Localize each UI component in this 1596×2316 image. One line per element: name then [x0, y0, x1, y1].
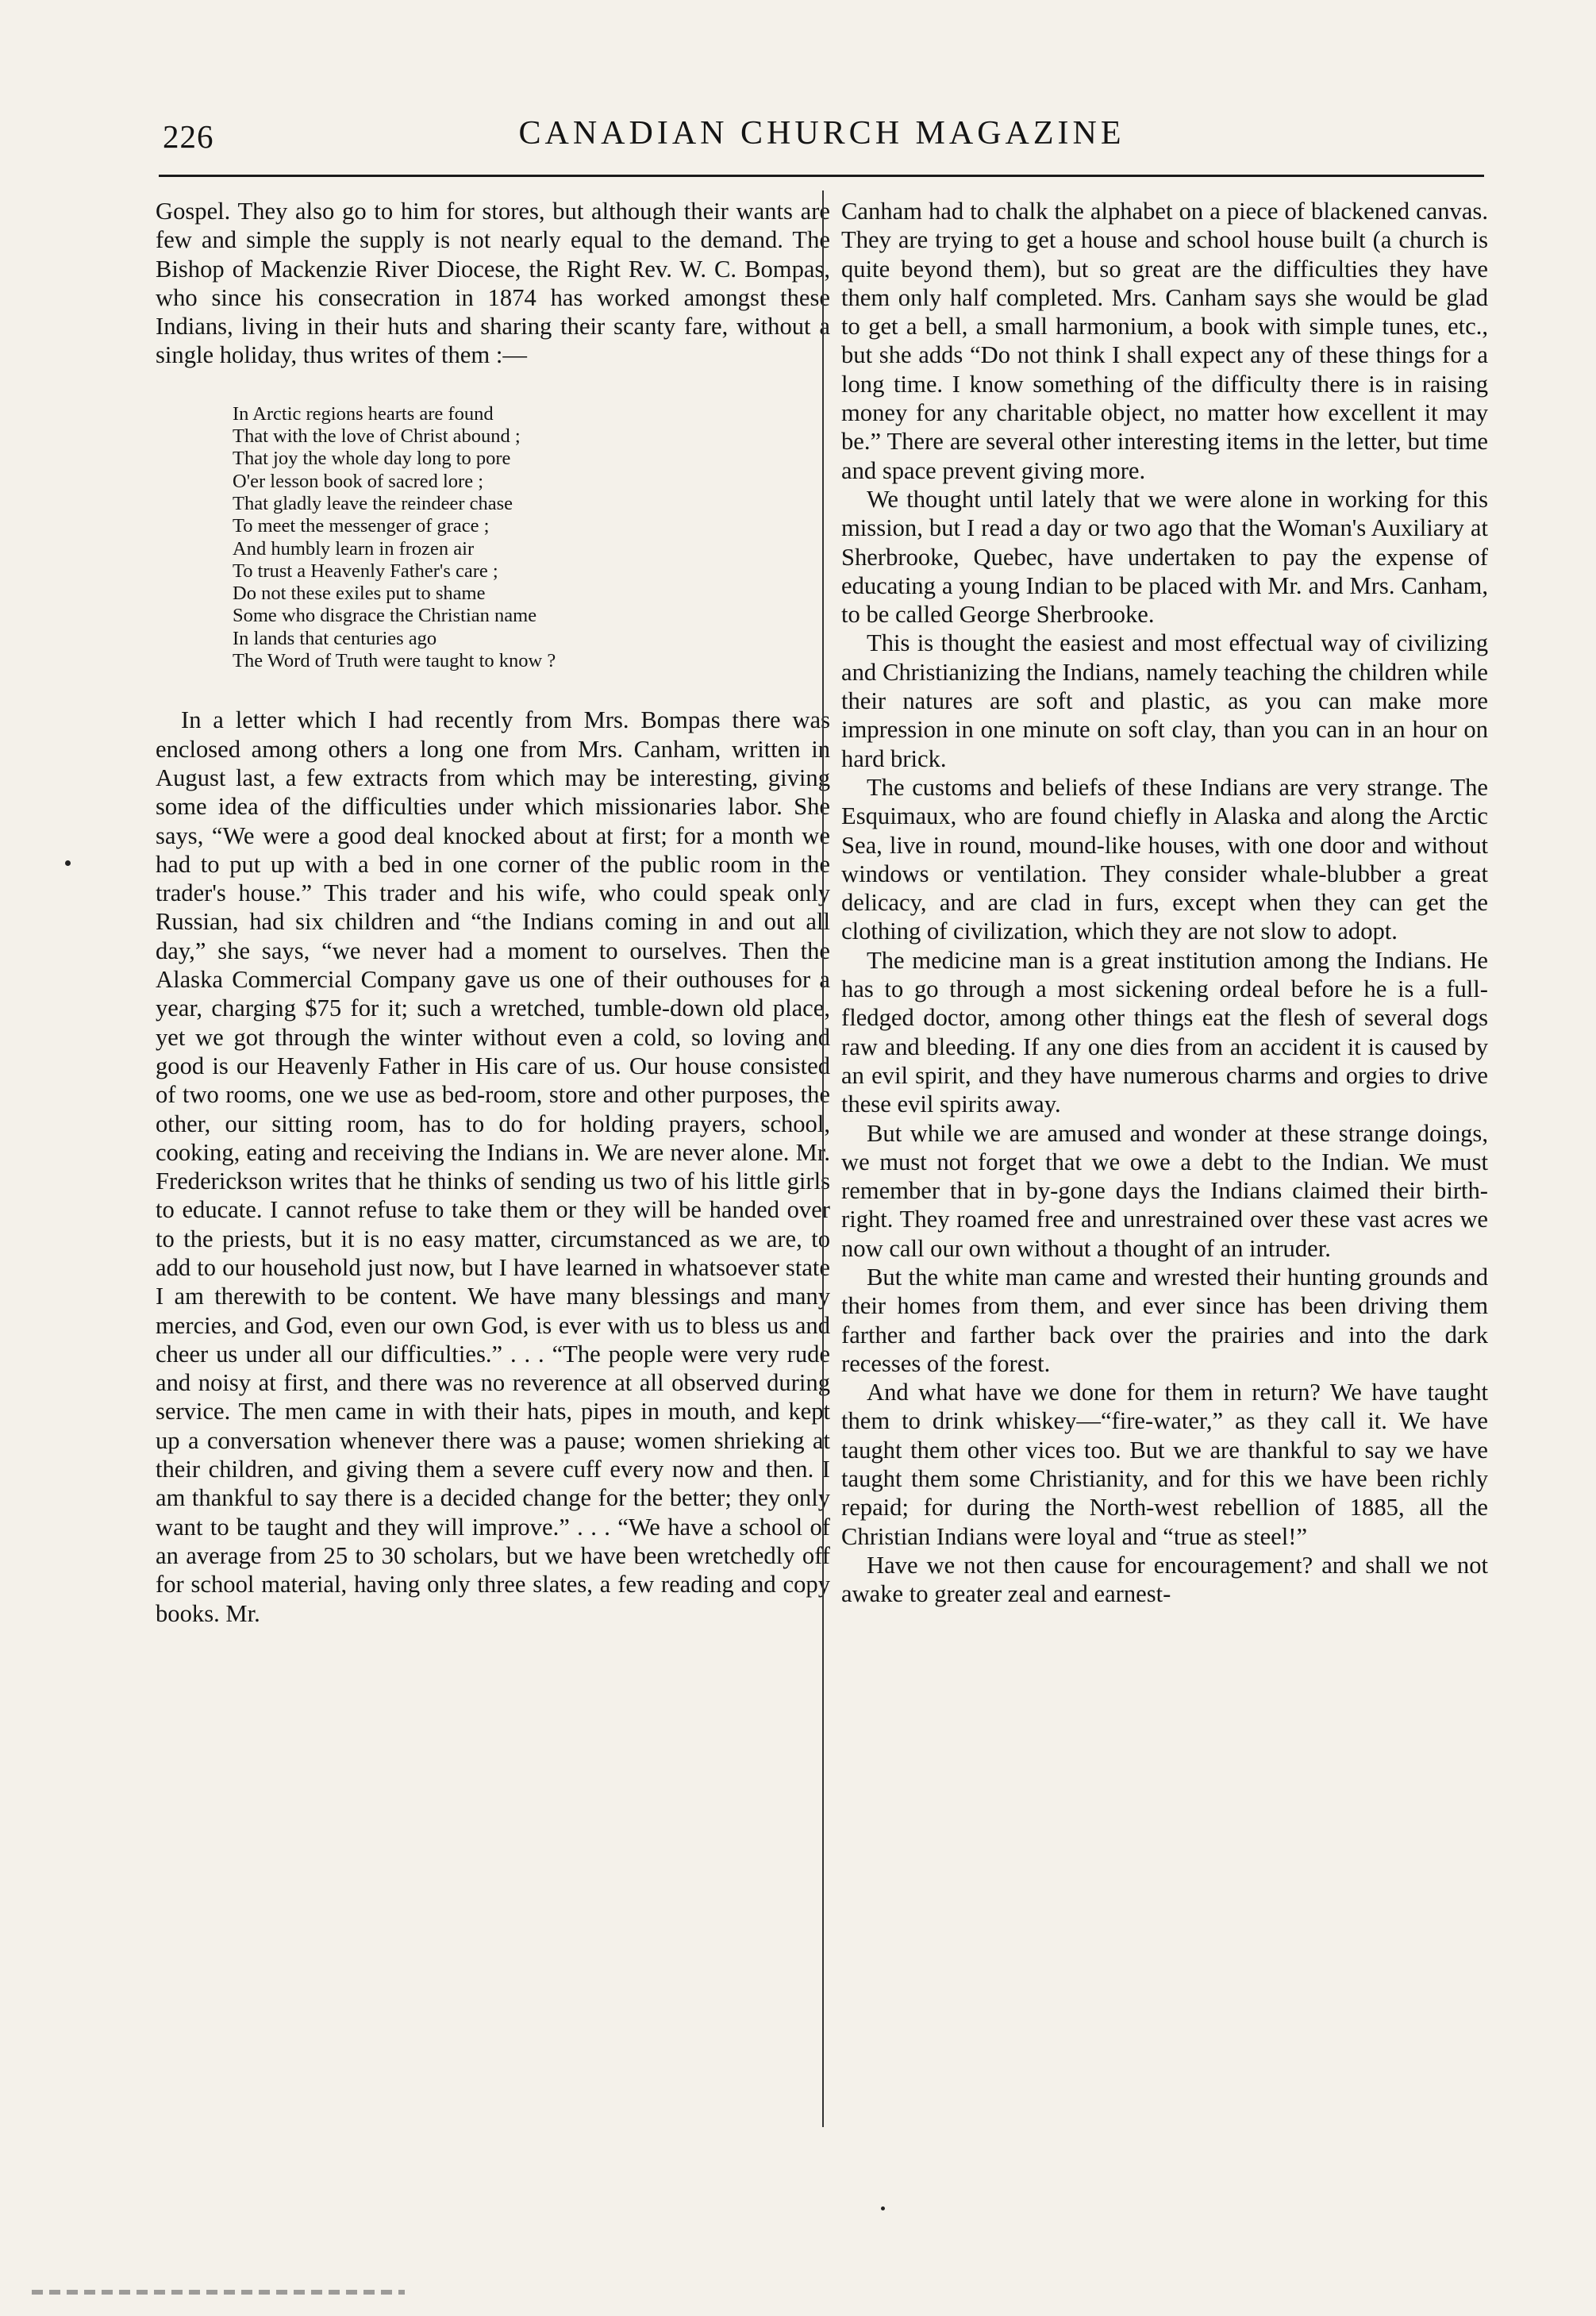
poem-line: That joy the whole day long to pore [233, 448, 511, 470]
footer-smudge [32, 2290, 405, 2295]
letter-paragraph: In a letter which I had recently from Mrs. Bompas there was enclosed among others a long one from Mrs. Canham, written in August last, a few extracts from which may be interesting, giving some idea of the difficulties under which missionaries labor. She says, “We were a good deal knocked about at first; for a month we had to put up with a bed in one corner of the public room in the trader's house.” This trader and his wife, who could speak only Russian, had six children and “the Indians coming in and out all day,” she says, “we never had a moment to ourselves. Then the Alaska Commercial Company gave us one of their outhouses for a year, charging $75 for it; such a wretched, tumble-down old place, yet we got through the winter without even a cold, so loving and good is our Heavenly Father in His care of us. Our house consisted of two rooms, one we use as bed-room, store and other purposes, the other, our sitting room, has to do for holding prayers, school, cooking, eating and receiving the Indians in. We are never alone. Mr. Frederickson writes that he thinks of sending us two of his little girls to educate. I cannot refuse to take them or they will be handed over to the priests, but it is no easy matter, circumstanced as we are, to add to our household just now, but I have learned in whatsoever state I am therewith to be content. We have many blessings and many mercies, and God, even our own God, is ever with us to bless us and cheer us under all our difficulties.” . . . “The people were very rude and noisy at first, and there was no reverence at all observed during service. The men came in with their hats, pipes in mouth, and kept up a conversation whenever there was a pause; women shrieking at their children, and giving them a severe cuff every now and then. I am thankful to say there is a decided change for the better; they only want to be taught and they will improve.” . . . “We have a school of an average from 25 to 30 scholars, but we have been wretchedly off for school material, having only three slates, a few reading and copy books. Mr. [156, 706, 830, 1627]
running-head: CANADIAN CHURCH MAGAZINE [518, 115, 1125, 152]
body-paragraph: The medicine man is a great institution among the Indians. He has to go through a most sickening ordeal before he is a full-fledged doctor, among other things eat the flesh of several dogs raw and bleeding. If any one dies from an accident it is caused by an evil spirit, and they have numerous charms and orgies to drive these evil spirits away. [841, 946, 1488, 1118]
body-paragraph: Canham had to chalk the alphabet on a piece of blackened canvas. They are trying to get a house and school house built (a church is quite beyond them), but so great are the difficulties they have them only half completed. Mrs. Canham says she would be glad to get a bell, a small harmonium, a book with simple tunes, etc., but she adds “Do not think I shall expect any of these things for a long time. I know something of the difficulty there is in raising money for any charitable object, no matter how excellent it may be.” There are several other interesting items in the letter, but time and space prevent giving more. [841, 198, 1488, 484]
body-paragraph: This is thought the easiest and most effectual way of civilizing and Christianizing the Indians, namely teaching the children while their natures are soft and plastic, as you can make more impression in one minute on soft clay, than you can in an hour on hard brick. [841, 629, 1488, 772]
poem-line: Do not these exiles put to shame [233, 583, 486, 605]
poem-line: In lands that centuries ago [233, 627, 437, 649]
poem-line: The Word of Truth were taught to know ? [233, 650, 556, 672]
poem-line: Some who disgrace the Christian name [233, 605, 537, 627]
poem-line: That gladly leave the reindeer chase [233, 492, 513, 514]
scan-speck [881, 2206, 885, 2210]
poem-line: That with the love of Christ abound ; [233, 425, 521, 448]
body-paragraph: But the white man came and wrested their hunting grounds and their homes from them, and ever since has been driving them farther and farther back over the prairies and into the dark recesses of the forest. [841, 1263, 1488, 1377]
right-column [841, 197, 1488, 1609]
page-number: 226 [163, 118, 214, 155]
poem-line: And humbly learn in frozen air [233, 537, 475, 560]
body-paragraph: We thought until lately that we were alone in working for this mission, but I read a day or two ago that the Woman's Auxiliary at Sherbrooke, Quebec, have undertaken to pay the expense of educating a young Indian to be placed with Mr. and Mrs. Canham, to be called George Sherbrooke. [841, 485, 1488, 629]
column-rule [822, 190, 824, 2127]
scan-speck [65, 860, 71, 866]
intro-paragraph: Gospel. They also go to him for stores, but although their wants are few and simple the supply is not nearly equal to the demand. The Bishop of Mackenzie River Diocese, the Right Rev. W. C. Bompas, who since his consecration in 1874 has worked amongst these Indians, living in their huts and sharing their scanty fare, without a single holiday, thus writes of them :— [156, 198, 830, 369]
poem-line: O'er lesson book of sacred lore ; [233, 470, 484, 492]
body-paragraph: The customs and beliefs of these Indians are very strange. The Esquimaux, who are found chiefly in Alaska and along the Arctic Sea, live in round, mound-like houses, with one door and without windows or ventilation. They consider whale-blubber a great delicacy, and are clad in furs, except when they can get the clothing of civilization, which they are not slow to adopt. [841, 773, 1488, 945]
body-paragraph: And what have we done for them in return? We have taught them to drink whiskey—“fire-water,” as they call it. We have taught them other vices too. But we are thankful to say we have taught them some Christianity, and for this we have been richly repaid; for during the North-west rebellion of 1885, all the Christian Indians were loyal and “true as steel!” [841, 1379, 1488, 1550]
header-rule [159, 175, 1484, 177]
poem-line: To trust a Heavenly Father's care ; [233, 560, 498, 582]
poem-line: To meet the messenger of grace ; [233, 515, 490, 537]
poem-line: In Arctic regions hearts are found [233, 402, 494, 425]
body-paragraph: Have we not then cause for encouragement? and shall we not awake to greater zeal and earnest- [841, 1551, 1488, 1608]
poem [233, 403, 830, 673]
body-paragraph: But while we are amused and wonder at these strange doings, we must not forget that we owe a debt to the Indian. We must remember that in by-gone days the Indians claimed their birth-right. They roamed free and unrestrained over these vast acres we now call our own without a thought of an intruder. [841, 1119, 1488, 1262]
left-column [156, 197, 830, 1628]
